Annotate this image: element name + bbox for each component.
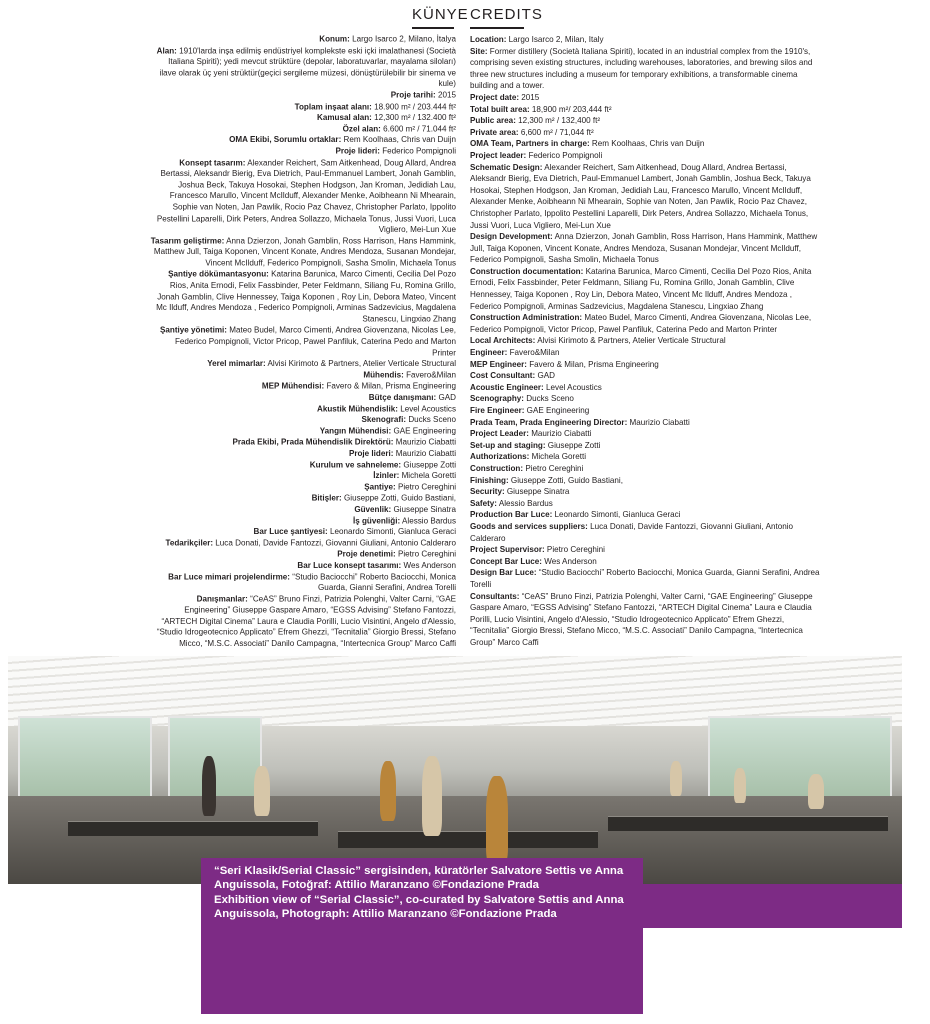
credit-entry	[150, 124, 456, 135]
credit-value: Luca Donati, Davide Fantozzi, Giovanni Giuliani, Antonio Calderaro	[215, 538, 456, 548]
credit-entry	[470, 382, 820, 394]
credit-value: Maurizio Ciabatti	[395, 449, 456, 458]
credit-entry	[150, 549, 456, 560]
credit-value: 12,300 m² / 132.400 ft²	[374, 113, 456, 123]
statue	[670, 761, 682, 796]
credit-label: Concept Bar Luce:	[470, 556, 542, 566]
credit-label: Toplam inşaat alanı:	[294, 102, 372, 111]
credit-label: Danışmanlar:	[196, 594, 248, 604]
credit-entry	[470, 544, 820, 556]
credit-label: Tasarım geliştirme:	[150, 236, 225, 246]
credit-label: Production Bar Luce:	[470, 510, 553, 520]
credit-label: MEP Mühendisi:	[261, 381, 325, 391]
credit-label: Fire Engineer:	[470, 406, 525, 415]
credit-entry	[150, 359, 456, 370]
photo-caption	[214, 864, 634, 922]
credit-entry	[150, 504, 456, 515]
credit-value: Alvisi Kirimoto & Partners, Atelier Verticale Structural	[267, 359, 456, 369]
statue	[422, 756, 442, 836]
credit-value: Leonardo Simonti, Gianluca Geraci	[554, 510, 681, 520]
credit-value: Ducks Sceno	[408, 415, 456, 425]
credit-value: “Studio Baciocchi” Roberto Baciocchi, Monica Guarda, Gianni Serafini, Andrea Torelli	[292, 572, 456, 593]
credit-label: Local Architects:	[470, 336, 536, 346]
credit-label: İş güvenliği:	[352, 516, 401, 525]
credit-entry	[470, 405, 820, 417]
credit-label: Proje tarihi:	[390, 90, 436, 100]
credit-entry	[150, 101, 456, 112]
credit-entry	[150, 45, 456, 90]
credit-entry	[150, 34, 456, 45]
credit-label: Tedarikçiler:	[165, 538, 214, 548]
credit-entry	[470, 312, 820, 335]
credit-label: Project date:	[470, 92, 520, 102]
credit-label: Construction:	[470, 463, 524, 473]
credit-entry	[150, 448, 456, 459]
credit-value: 1910'larda inşa edilmiş endüstriyel komplekste eski içki imalathanesi (Società Italiana Spiriti); yedi mevcut strüktüre (depolar, laboratuvarlar, mayalama siloları) ilave olarak üç yeni strüktür(geçici sergileme müzesi, dönüştürülebilir bir sinema ve kule)	[159, 46, 456, 89]
credit-label: Şantiye:	[364, 482, 396, 492]
heading-kunye: KÜNYE	[412, 6, 454, 29]
credit-value: GAD	[438, 393, 456, 402]
credit-entry	[150, 370, 456, 381]
credit-value: Pietro Cereghini	[397, 482, 456, 492]
credit-entry	[150, 325, 456, 359]
credit-label: Project leader:	[470, 150, 527, 160]
credit-value: Mateo Budel, Marco Cimenti, Andrea Giovenzana, Nicolas Lee, Federico Pompignoli, Victor Pricop, Pawel Panfiluk, Caterina Pedo and Marton Printer	[174, 326, 456, 358]
credit-value: Federico Pompignoli	[382, 146, 456, 156]
credit-value: Alexander Reichert, Sam Aitkenhead, Doug Allard, Andrea Bertassi, Aleksandr Bierig, Eva Dietrich, Paul-Emmanuel Lambert, Jonah Gamblin, Joshua Beck, Takuya Hosokai, Stephen Hodgson, Jan Kroman, Jedidiah Lau, Francesco Marullo, Vincent McIlduff, Alexander Menke, Aoibheann Ni Mhearain, Sophie van Noten, Jan Pawlik, Rocio Paz Chavez, Christopher Parlato, Ippolito Pestellini Laparelli, Dirk Peters, Andrea Sollazzo, Michaela Tonus, Jussi Vuori, Luca Vigliero, Mei-Lun Xue	[156, 158, 456, 234]
credit-label: Authorizations:	[470, 452, 530, 462]
plinth	[68, 821, 318, 836]
credit-value: Michela Goretti	[531, 452, 587, 462]
credit-label: Cost Consultant:	[470, 371, 536, 381]
credit-entry	[470, 440, 820, 452]
credit-label: Bütçe danışmanı:	[368, 393, 437, 402]
credit-entry	[470, 591, 820, 649]
credit-value: Giuseppe Zotti, Guido Bastiani,	[343, 493, 456, 503]
credit-label: Set-up and staging:	[470, 440, 546, 450]
credit-value: Rem Koolhaas, Chris van Duijn	[591, 139, 705, 149]
credit-label: Goods and services suppliers:	[470, 521, 588, 531]
credit-label: Alan:	[156, 46, 177, 55]
credit-value: Largo Isarco 2, Milan, Italy	[508, 35, 604, 44]
credit-entry	[150, 269, 456, 325]
credit-entry	[150, 437, 456, 448]
credit-entry	[470, 370, 820, 382]
credit-entry	[470, 162, 820, 232]
credit-entry	[470, 486, 820, 498]
credit-label: Prada Team, Prada Engineering Director:	[470, 417, 628, 427]
credit-value: 2015	[437, 90, 456, 100]
credit-value: Giuseppe Zotti	[403, 460, 456, 470]
credit-value: GAE Engineering	[526, 406, 590, 415]
credit-value: “Studio Baciocchi” Roberto Baciocchi, Monica Guarda, Gianni Serafini, Andrea Torelli	[470, 568, 820, 589]
plinth	[608, 816, 888, 831]
credit-entry	[470, 138, 820, 150]
exhibition-photo	[8, 656, 902, 884]
credit-value: GAD	[537, 371, 555, 381]
credit-label: Kurulum ve sahneleme:	[309, 460, 402, 470]
credit-value: Wes Anderson	[544, 556, 597, 566]
statue	[734, 768, 746, 803]
credit-entry	[470, 475, 820, 487]
credit-label: Proje denetimi:	[337, 549, 396, 559]
credit-value: Maurizio Ciabatti	[531, 429, 592, 439]
credit-entry	[150, 392, 456, 403]
credit-value: Rem Koolhaas, Chris van Duijn	[343, 135, 456, 145]
credit-entry	[470, 347, 820, 359]
credit-label: Konum:	[319, 34, 350, 44]
credit-label: Akustik Mühendislik:	[317, 404, 398, 414]
credit-entry	[150, 515, 456, 526]
credit-value: “CeAS” Bruno Finzi, Patrizia Polenghi, Valter Carni, “GAE Engineering” Giuseppe Gaspare Amaro, “EGSS Advising” Stefano Fantozzi, “ARTECH Digital Cinema” Laura e Claudia Porilli, Lucio Visintini, Angelo d'Alessio, “Studio Idrogeotecnico Applicato” Efrem Ghezzi, “Tecnitalia” Giorgio Bressi, Stefano Micco, “M.S.C. Associati” Danilo Campagna, “Intertecnica Group” Marco Caffi	[156, 594, 456, 649]
credit-label: Proje lideri:	[348, 449, 394, 458]
credit-value: Katarina Barunica, Marco Cimenti, Cecilia Del Pozo Rios, Anita Ernodi, Felix Fassbinder, Peter Feldmann, Siliang Fu, Romina Grillo, Jonah Gamblin, Clive Hennessey, Taiga Koponen , Roy Lin, Debora Mateo, Vincent Mc Ilduff, Andres Mendoza , Federico Pompignoli, Arminas Sadzevicius, Magdalena Stanescu, Lingxiao Zhang	[156, 270, 456, 324]
credit-value: Anna Dzierzon, Jonah Gamblin, Ross Harrison, Hans Hammink, Matthew Jull, Taiga Koponen, Vincent Konate, Andres Mendoza, Susanan Mondejar, Vincent McIlduff, Federico Pompignoli, Sasha Smolin, Michaela Tonus	[153, 236, 456, 268]
credit-entry	[150, 527, 456, 538]
statue	[380, 761, 396, 821]
credit-label: Yangın Mühendisi:	[319, 426, 392, 436]
credit-label: Acoustic Engineer:	[470, 382, 544, 392]
credit-value: Alessio Bardus	[402, 516, 456, 525]
credit-label: Mühendis:	[363, 370, 404, 380]
credit-entry	[470, 509, 820, 521]
credit-entry	[150, 571, 456, 593]
credit-label: Scenography:	[470, 394, 524, 404]
credit-label: Total built area:	[470, 104, 530, 114]
credit-label: Security:	[470, 487, 505, 497]
credit-value: Level Acoustics	[400, 404, 456, 414]
credit-entry	[150, 493, 456, 504]
credit-entry	[150, 594, 456, 650]
credit-entry	[470, 567, 820, 590]
credit-label: Safety:	[470, 498, 497, 508]
credit-value: Pietro Cereghini	[397, 549, 456, 559]
heading-credits: CREDITS	[470, 6, 524, 29]
credit-entry	[470, 34, 820, 46]
plinth	[338, 831, 598, 848]
statue	[808, 774, 824, 809]
credit-label: Bar Luce konsept tasarımı:	[297, 561, 402, 570]
statue	[254, 766, 270, 816]
credit-entry	[150, 90, 456, 101]
credit-entry	[470, 150, 820, 162]
credit-label: Prada Ekibi, Prada Mühendislik Direktörü:	[232, 437, 394, 447]
credit-label: Schematic Design:	[470, 162, 543, 172]
credit-value: Alvisi Kirimoto & Partners, Atelier Verticale Structural	[537, 336, 726, 346]
credit-value: Ducks Sceno	[526, 394, 574, 404]
credit-value: Luca Donati, Davide Fantozzi, Giovanni Giuliani, Antonio Calderaro	[470, 521, 794, 543]
credit-label: İzinler:	[373, 471, 400, 481]
credit-label: Design Bar Luce:	[470, 568, 537, 578]
credit-entry	[470, 428, 820, 440]
credit-value: Federico Pompignoli	[528, 150, 603, 160]
credit-label: Construction documentation:	[470, 266, 584, 276]
credit-label: Site:	[470, 46, 488, 56]
credit-entry	[470, 104, 820, 116]
credit-value: Favero&Milan	[509, 348, 560, 358]
credit-value: 18,900 m²/ 203,444 ft²	[531, 104, 612, 114]
credit-value: Largo Isarco 2, Milano, İtalya	[352, 34, 456, 44]
credit-label: Skenografi:	[361, 415, 407, 425]
credit-value: Level Acoustics	[546, 382, 602, 392]
credit-entry	[470, 451, 820, 463]
statue	[202, 756, 216, 816]
credit-value: Favero&Milan	[406, 370, 456, 380]
credit-value: Maurizio Ciabatti	[629, 417, 690, 427]
credit-entry	[470, 231, 820, 266]
credit-entry	[150, 482, 456, 493]
credit-entry	[150, 381, 456, 392]
credit-label: Consultants:	[470, 591, 520, 601]
credit-entry	[150, 459, 456, 470]
credit-value: Pietro Cereghini	[546, 545, 605, 555]
credit-label: Konsept tasarım:	[179, 158, 246, 167]
credit-value: 18.900 m² / 203.444 ft²	[374, 102, 456, 111]
credit-value: Favero & Milan, Prisma Engineering	[326, 381, 456, 391]
credit-label: MEP Engineer:	[470, 359, 527, 369]
caption-turkish: “Seri Klasik/Serial Classic” sergisinden, küratörler Salvatore Settis ve Anna Anguissola, Fotoğraf: Attilio Maranzano ©Fondazione Prada	[214, 865, 624, 892]
credit-entry	[470, 266, 820, 312]
credit-entry	[470, 359, 820, 371]
credit-value: Pietro Cereghini	[525, 463, 584, 473]
credit-entry	[150, 146, 456, 157]
credit-value: GAE Engineering	[393, 426, 456, 436]
credit-entry	[470, 463, 820, 475]
credit-value: Giuseppe Sinatra	[393, 505, 456, 514]
credit-entry	[150, 415, 456, 426]
credit-entry	[470, 393, 820, 405]
credit-value: Leonardo Simonti, Gianluca Geraci	[330, 527, 456, 537]
credit-label: Bar Luce mimari projelendirme:	[168, 572, 290, 581]
credit-value: 2015	[521, 92, 540, 102]
credit-value: Mateo Budel, Marco Cimenti, Andrea Giovenzana, Nicolas Lee, Federico Pompignoli, Victor Pricop, Pawel Panfiluk, Caterina Pedo and Marton Printer	[470, 313, 812, 334]
credit-entry	[150, 471, 456, 482]
credit-label: Bitişler:	[311, 493, 342, 503]
credits-column-english	[470, 34, 820, 648]
credit-value: Alessio Bardus	[498, 498, 553, 508]
credit-label: Finishing:	[470, 475, 509, 485]
credit-label: Şantiye dökümantasyonu:	[168, 270, 269, 279]
credit-value: Michela Goretti	[401, 471, 456, 481]
credit-value: 12,300 m² / 132,400 ft²	[518, 116, 601, 126]
credits-column-turkish	[0, 34, 456, 650]
credit-entry	[150, 112, 456, 123]
credit-label: Proje lideri:	[335, 146, 380, 156]
credit-label: Construction Administration:	[470, 313, 583, 323]
credit-label: Özel alan:	[342, 124, 381, 134]
credit-value: Former distillery (Società Italiana Spiriti), located in an industrial complex from the 1910's, comprising seven existing structures, including warehouses, laboratories, and brewing silos and three new structures including a museum for temporary exhibitions, a transformable cinema building and a tower.	[470, 46, 813, 91]
credit-entry	[150, 426, 456, 437]
credit-label: Project Leader:	[470, 429, 529, 439]
credit-entry	[150, 403, 456, 414]
credit-value: “CeAS” Bruno Finzi, Patrizia Polenghi, Valter Carni, “GAE Engineering” Giuseppe Gaspare Amaro, “EGSS Advising” Stefano Fantozzi, “ARTECH Digital Cinema” Laura e Claudia Porilli, Lucio Visintini, Angelo d'Alessio, “Studio Idrogeotecnico Applicato” Efrem Ghezzi, “Tecnitalia” Giorgio Bressi, Stefano Micco, “M.S.C. Associati” Danilo Campagna, “Intertecnica Group” Marco Caffi	[470, 591, 813, 647]
credit-value: Katarina Barunica, Marco Cimenti, Cecilia Del Pozo Rios, Anita Ernodi, Felix Fassbinder, Peter Feldmann, Siliang Fu, Romina Grillo, Jonah Gamblin, Clive Hennessey, Taiga Koponen , Roy Lin, Debora Mateo, Vincent Mc Ilduff, Andres Mendoza , Federico Pompignoli, Arminas Sadzevicius, Magdalena Stanescu, Lingxiao Zhang	[470, 266, 812, 311]
credit-entry	[470, 417, 820, 429]
credit-value: Giuseppe Zotti, Guido Bastiani,	[510, 475, 623, 485]
credit-value: Alexander Reichert, Sam Aitkenhead, Doug Allard, Andrea Bertassi, Aleksandr Bierig, Eva Dietrich, Paul-Emmanuel Lambert, Jonah Gamblin, Joshua Beck, Takuya Hosokai, Stephen Hodgson, Jan Kroman, Jedidiah Lau, Francesco Marullo, Vincent McIlduff, Alexander Menke, Aoibheann Ni Mhearain, Sophie van Noten, Jan Pawlik, Rocio Paz Chavez, Christopher Parlato, Ippolito Pestellini Laparelli, Dirk Peters, Andrea Sollazzo, Michaela Tonus, Jussi Vuori, Luca Vigliero, Mei-Lun Xue	[470, 162, 811, 230]
credit-label: Yerel mimarlar:	[207, 359, 266, 369]
credit-entry	[470, 115, 820, 127]
credit-label: Güvenlik:	[354, 505, 392, 514]
caption-english: Exhibition view of “Serial Classic”, co-curated by Salvatore Settis and Anna Anguissola, Photograph: Attilio Maranzano ©Fondazione Prada	[214, 893, 624, 921]
credit-label: Project Supervisor:	[470, 545, 545, 555]
credit-label: Şantiye yönetimi:	[159, 326, 227, 335]
credit-entry	[470, 46, 820, 92]
credit-label: Bar Luce şantiyesi:	[253, 527, 328, 537]
credit-label: Location:	[470, 35, 507, 44]
credit-entry	[470, 498, 820, 510]
credit-label: Kamusal alan:	[316, 113, 372, 123]
credit-value: 6.600 m² / 71.044 ft²	[383, 124, 456, 134]
credit-entry	[470, 521, 820, 544]
credit-entry	[470, 92, 820, 104]
credit-entry	[470, 556, 820, 568]
credit-label: OMA Ekibi, Sorumlu ortaklar:	[229, 135, 342, 145]
credit-entry	[470, 335, 820, 347]
credit-value: Wes Anderson	[403, 561, 456, 570]
credit-value: Maurizio Ciabatti	[395, 437, 456, 447]
credit-entry	[150, 560, 456, 571]
credit-entry	[150, 538, 456, 549]
credit-entry	[470, 127, 820, 139]
statue	[486, 776, 508, 866]
credit-value: Giuseppe Sinatra	[506, 487, 570, 497]
credit-label: Public area:	[470, 116, 516, 126]
credit-value: Anna Dzierzon, Jonah Gamblin, Ross Harrison, Hans Hammink, Matthew Jull, Taiga Koponen, Vincent Konate, Andres Mendoza, Susanan Mondejar, Vincent McIlduff, Federico Pompignoli, Sasha Smolin, Michaela Tonus	[470, 232, 818, 265]
credit-label: Engineer:	[470, 348, 508, 358]
credit-entry	[150, 235, 456, 269]
credit-value: 6,600 m² / 71,044 ft²	[520, 127, 594, 137]
credit-label: Private area:	[470, 127, 519, 137]
credit-entry	[150, 135, 456, 146]
credit-value: Favero & Milan, Prisma Engineering	[529, 359, 659, 369]
credit-label: OMA Team, Partners in charge:	[470, 139, 590, 149]
credit-value: Giuseppe Zotti	[547, 440, 601, 450]
credit-label: Design Development:	[470, 232, 553, 242]
credit-entry	[150, 157, 456, 235]
